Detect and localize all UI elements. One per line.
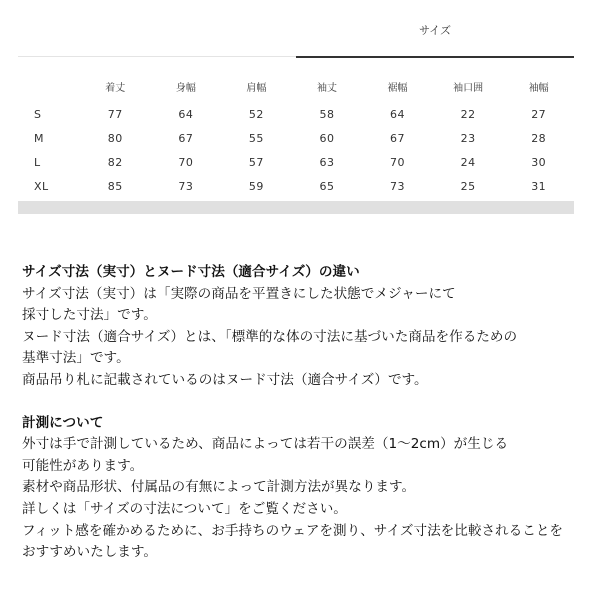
table-cell: 77 bbox=[107, 107, 123, 121]
table-cell: 28 bbox=[531, 131, 547, 145]
table-cell: 27 bbox=[531, 107, 547, 121]
table-row bbox=[18, 174, 574, 198]
table-cell: 31 bbox=[531, 179, 547, 193]
table-cell: 82 bbox=[107, 155, 123, 169]
table-cell: 73 bbox=[178, 179, 194, 193]
table-cell: 70 bbox=[178, 155, 194, 169]
table-cell: 60 bbox=[319, 131, 335, 145]
section-title-measurement: 計測について bbox=[22, 414, 104, 431]
text-line: 商品吊り札に記載されているのはヌード寸法（適合サイズ）です。 bbox=[22, 371, 428, 388]
table-scrollbar[interactable] bbox=[18, 201, 574, 214]
size-label-cell: S bbox=[34, 107, 42, 121]
table-cell: 25 bbox=[460, 179, 476, 193]
table-cell: 67 bbox=[390, 131, 406, 145]
text-line: フィット感を確かめるために、お手持ちのウェアを測り、サイズ寸法を比較されることを bbox=[22, 522, 564, 539]
table-cell: 64 bbox=[390, 107, 406, 121]
text-line: ヌード寸法（適合サイズ）とは、「標準的な体の寸法に基づいた商品を作るための bbox=[22, 328, 518, 345]
table-row bbox=[18, 102, 574, 126]
text-line: おすすめいたします。 bbox=[22, 544, 157, 561]
table-header-row bbox=[18, 70, 574, 102]
size-notes bbox=[22, 262, 582, 564]
text-line: サイズ寸法（実寸）は「実際の商品を平置きにした状態でメジャーにて bbox=[22, 285, 456, 302]
text-line: 採寸した寸法」です。 bbox=[22, 307, 157, 324]
table-cell: 52 bbox=[248, 107, 264, 121]
table-cell: 58 bbox=[319, 107, 335, 121]
size-table bbox=[18, 70, 574, 198]
text-line: 可能性があります。 bbox=[22, 457, 144, 474]
table-header-cell: 着丈 bbox=[105, 82, 126, 94]
table-cell: 30 bbox=[531, 155, 547, 169]
table-header-cell: 袖口囲 bbox=[453, 82, 484, 94]
table-cell: 70 bbox=[390, 155, 406, 169]
size-label-cell: M bbox=[34, 131, 44, 145]
text-line: 素材や商品形状、付属品の有無によって計測方法が異なります。 bbox=[22, 479, 416, 496]
table-cell: 73 bbox=[390, 179, 406, 193]
table-row bbox=[18, 150, 574, 174]
text-line: 詳しくは「サイズの寸法について」をご覧ください。 bbox=[22, 500, 347, 517]
spacer bbox=[22, 392, 582, 413]
section-title-size-difference: サイズ寸法（実寸）とヌード寸法（適合サイズ）の違い bbox=[22, 264, 360, 280]
tab-bar bbox=[18, 0, 574, 58]
text-line: 基準寸法」です。 bbox=[22, 350, 130, 367]
table-header-cell bbox=[18, 70, 80, 102]
table-header-cell: 肩幅 bbox=[246, 82, 267, 94]
table-cell: 63 bbox=[319, 155, 335, 169]
table-header-cell: 袖丈 bbox=[316, 82, 337, 94]
table-header-cell: 身幅 bbox=[175, 82, 196, 94]
table-cell: 65 bbox=[319, 179, 335, 193]
tab-empty bbox=[18, 0, 296, 57]
table-cell: 24 bbox=[460, 155, 476, 169]
table-cell: 64 bbox=[178, 107, 194, 121]
table-cell: 22 bbox=[460, 107, 476, 121]
tab-size[interactable] bbox=[296, 0, 574, 58]
table-header-cell: 裾幅 bbox=[387, 82, 408, 94]
table-cell: 80 bbox=[107, 131, 123, 145]
table-cell: 59 bbox=[248, 179, 264, 193]
table-row bbox=[18, 126, 574, 150]
size-label-cell: XL bbox=[34, 179, 49, 193]
size-label-cell: L bbox=[34, 155, 41, 169]
table-header-cell: 袖幅 bbox=[528, 82, 549, 94]
tab-size-label: サイズ bbox=[418, 24, 452, 37]
table-cell: 57 bbox=[248, 155, 264, 169]
table-cell: 55 bbox=[248, 131, 264, 145]
table-cell: 23 bbox=[460, 131, 476, 145]
table-cell: 85 bbox=[107, 179, 123, 193]
text-line: 外寸は手で計測しているため、商品によっては若干の誤差（1〜2cm）が生じる bbox=[22, 436, 509, 453]
table-cell: 67 bbox=[178, 131, 194, 145]
